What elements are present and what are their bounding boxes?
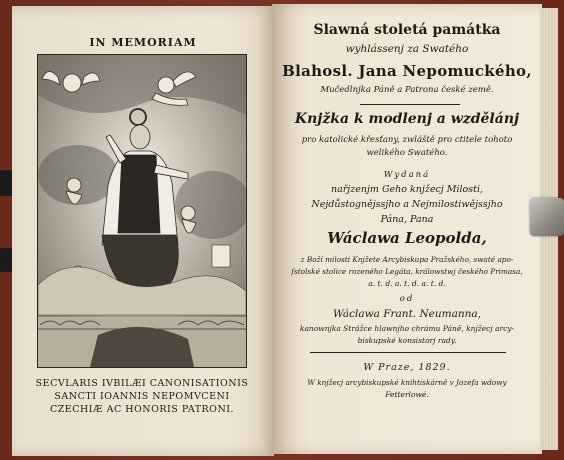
imprint-line-2: W knjžecj arcybiskupské knihtiskárně v Jozefa wdowy [307,378,507,387]
title-line-4: Mučedlnjka Páně a Patrona české země. [320,85,494,95]
author-name: Wáclawa Frant. Neumanna, [333,308,481,320]
caption-line-1: SECVLARIS IVBILÆI CANONISATIONIS [35,378,249,389]
title-line-3: Blahosl. Jana Nepomuckého, [282,62,532,80]
imprint-line-1: W Praze, 1829. [363,362,451,373]
author-line-1: kanownjka Strážce hlawnjho chrámu Páně, knjžecj arcy- [299,324,515,333]
right-clasp [530,198,564,236]
issued-line-1: Wydaná [383,170,431,180]
issued-line-2: nařjzenjm Geho knjžecj Milosti, [330,184,484,195]
left-heading: IN MEMORIAM [89,36,197,49]
subtitle-line-2: pro katolické křesťany, zwláště pro ctitele tohoto [301,135,513,145]
separator-rule-1 [360,104,460,105]
caption-line-2: SANCTI IOANNIS NEPOMVCENI [54,391,230,402]
patron-line-2: ſstolské stolice rozeného Legáta, králowstwj českého Primasa, [291,267,523,276]
issued-line-4: Pána, Pana [380,214,434,225]
patron-name: Wáclawa Leopolda, [327,229,487,247]
title-line-2: wyhlássenj za Swatého [345,43,469,55]
caption-line-3: CZECHIÆ AC HONORIS PATRONI. [49,404,235,415]
imprint-line-3: Fetterlowé. [385,390,429,399]
issued-line-3: Nejdůstognějssjho a Nejmilostiwějssjho [311,199,503,210]
subtitle-line-3: welikého Swatého. [366,148,448,158]
author-line-2: biskupské konsistorj rady. [357,336,457,345]
by-label: od [399,294,415,304]
patron-line-3: a. t. d. a. t. d. a. t. d. [368,279,446,288]
engraving-illustration [37,54,247,368]
subtitle-line-1: Knjžka k modlenj a wzdělánj [294,111,520,127]
title-line-1: Slawná stoletá památka [313,22,501,38]
patron-line-1: z Boží milosti Knjžete Arcybiskupa Pražského, swaté apo- [300,255,514,264]
separator-rule-2 [310,352,506,353]
